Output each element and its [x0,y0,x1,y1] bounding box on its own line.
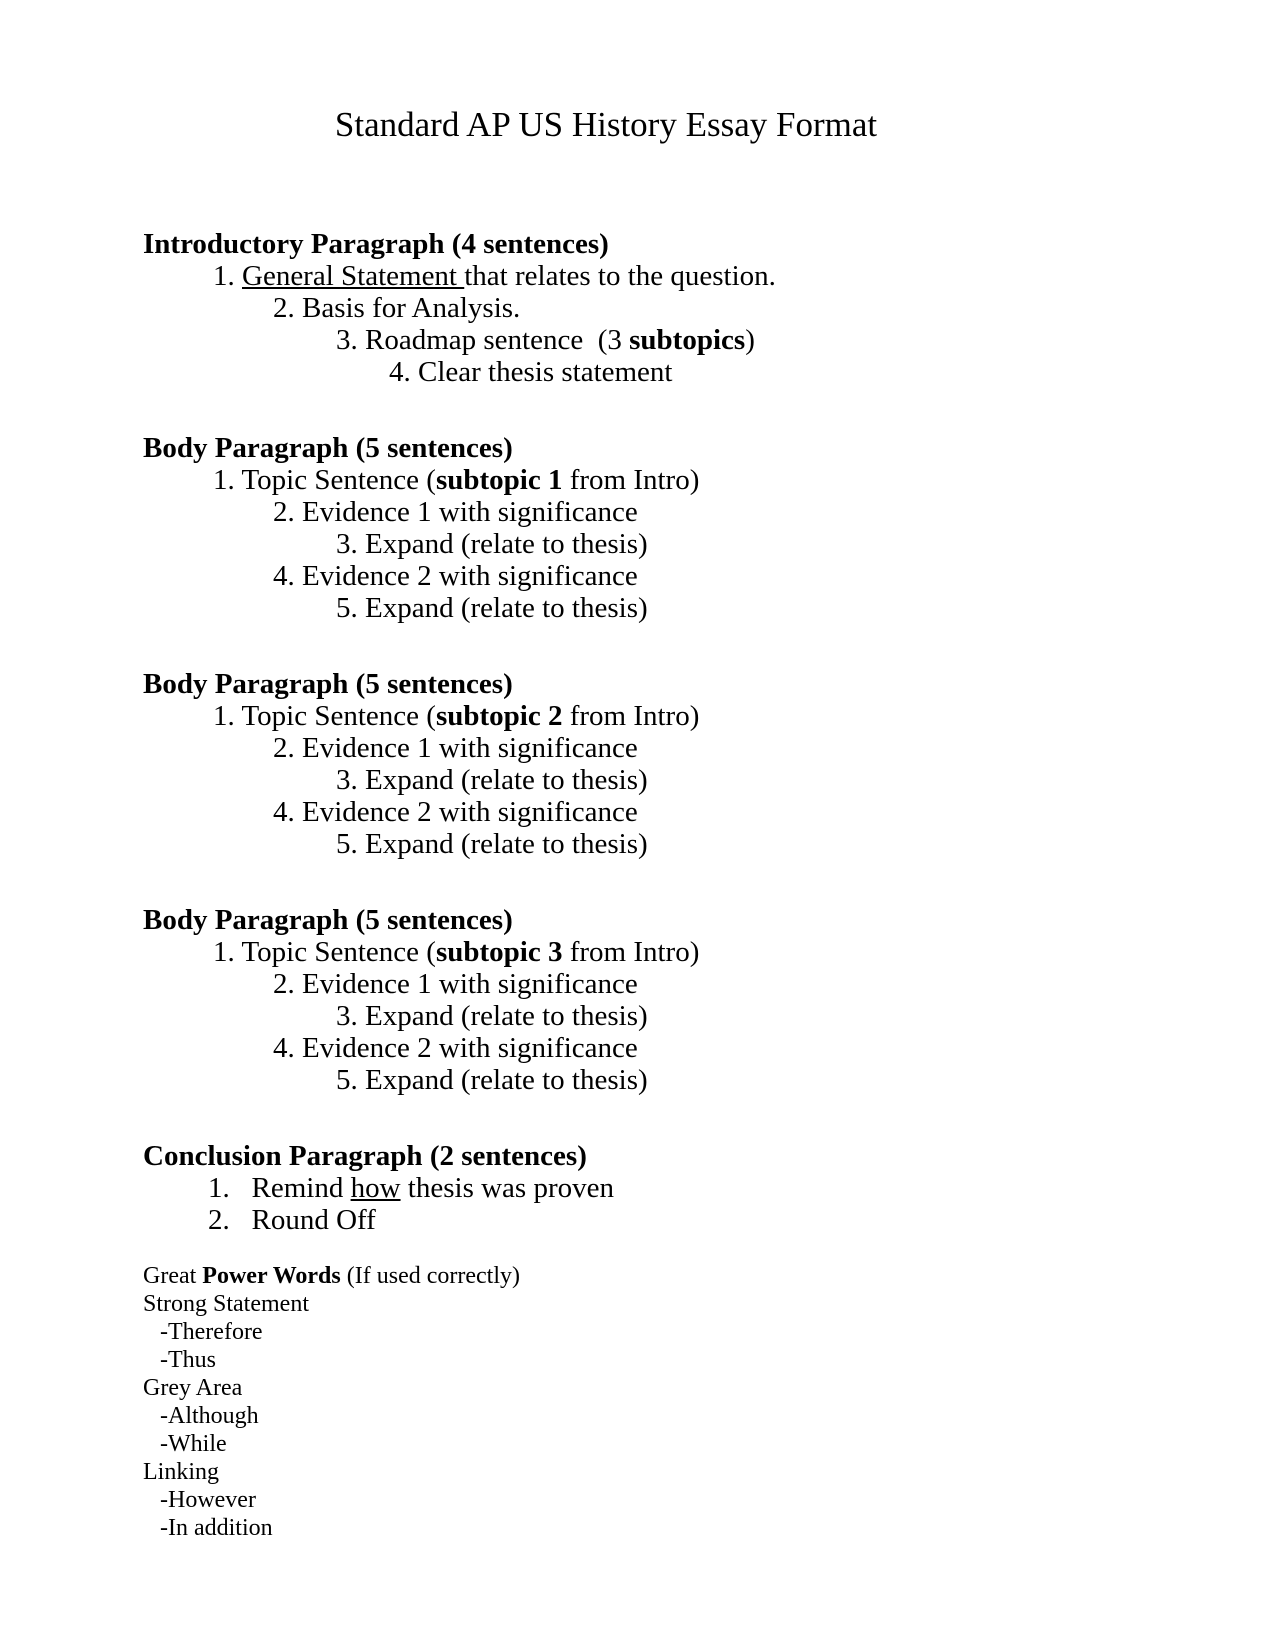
text-segment: subtopic 2 [435,700,563,732]
section-heading: Body Paragraph (5 sentences) [143,432,513,464]
text-segment: 2. Evidence 1 with significance [273,968,638,1000]
outline-item [143,324,1275,356]
text-segment: 1. Topic Sentence ( [213,936,436,968]
outline-section [143,228,1275,388]
text-segment: from Intro) [562,700,700,732]
text-segment: ) [745,324,755,356]
text-segment: 4. Clear thesis statement [389,356,673,388]
outline-section [143,432,1275,624]
text-segment: subtopics [629,324,746,356]
outline-item [143,560,1275,592]
outline-item [143,496,1275,528]
text-segment: how [350,1172,401,1204]
section-heading: Body Paragraph (5 sentences) [143,668,513,700]
text-segment: Power Words [202,1263,341,1289]
outline-item [143,968,1275,1000]
section-heading: Conclusion Paragraph (2 sentences) [143,1140,587,1172]
text-segment: 1. Topic Sentence ( [213,700,436,732]
text-segment: Great [143,1263,203,1289]
outline-sections [143,228,1275,1236]
outline-item [143,828,1275,860]
power-words-heading [143,1262,1275,1290]
power-word-item: -Although [160,1403,259,1429]
text-segment: 3. Expand (relate to thesis) [336,528,648,560]
text-segment: 2. Basis for Analysis. [273,292,521,324]
power-word-item: -Thus [160,1347,216,1373]
outline-item [143,700,1275,732]
text-segment: 2. Evidence 1 with significance [273,496,638,528]
power-word-item: -However [160,1487,256,1513]
power-words-block [143,1262,1275,1542]
outline-section [143,1140,1275,1236]
text-segment: 4. Evidence 2 with significance [273,560,638,592]
document-title: Standard AP US History Essay Format [334,105,878,144]
outline-item [143,528,1275,560]
outline-item [143,732,1275,764]
power-word-item: -While [160,1431,227,1457]
text-segment: 1. [213,260,242,292]
text-segment: General Statement [242,260,465,292]
power-word-group-label: Strong Statement [143,1291,309,1317]
outline-item [143,464,1275,496]
power-word-group-label: Linking [143,1459,219,1485]
power-word-item: -In addition [160,1515,273,1541]
outline-item [143,1204,1275,1236]
section-heading: Body Paragraph (5 sentences) [143,904,513,936]
section-heading: Introductory Paragraph (4 sentences) [143,228,609,260]
outline-item [143,764,1275,796]
text-segment: 5. Expand (relate to thesis) [336,828,648,860]
text-segment: 3. Expand (relate to thesis) [336,1000,648,1032]
outline-item [143,1064,1275,1096]
text-segment: 2. Evidence 1 with significance [273,732,638,764]
outline-item [143,260,1275,292]
text-segment: 3. Roadmap sentence (3 [336,324,630,356]
outline-item [143,796,1275,828]
text-segment: 1. Topic Sentence ( [213,464,436,496]
text-segment: 4. Evidence 2 with significance [273,796,638,828]
text-segment: that relates to the question. [464,260,776,292]
text-segment: 5. Expand (relate to thesis) [336,592,648,624]
outline-item [143,356,1275,388]
outline-section [143,904,1275,1096]
outline-item [143,592,1275,624]
outline-section [143,668,1275,860]
text-segment: 4. Evidence 2 with significance [273,1032,638,1064]
power-word-item: -Therefore [160,1319,263,1345]
outline-item [143,1172,1275,1204]
power-word-group-label: Grey Area [143,1375,243,1401]
outline-item [143,292,1275,324]
outline-item [143,1032,1275,1064]
text-segment: from Intro) [562,936,700,968]
power-words-list [143,1290,1275,1542]
outline-item [143,936,1275,968]
text-segment: 3. Expand (relate to thesis) [336,764,648,796]
text-segment: 1. Remind [208,1172,351,1204]
text-segment: thesis was proven [400,1172,614,1204]
text-segment: (If used correctly) [340,1263,520,1289]
text-segment: 5. Expand (relate to thesis) [336,1064,648,1096]
text-segment: from Intro) [562,464,700,496]
outline-item [143,1000,1275,1032]
text-segment: 2. Round Off [208,1204,376,1236]
text-segment: subtopic 1 [435,464,563,496]
text-segment: subtopic 3 [435,936,563,968]
document-content [0,228,1275,1542]
